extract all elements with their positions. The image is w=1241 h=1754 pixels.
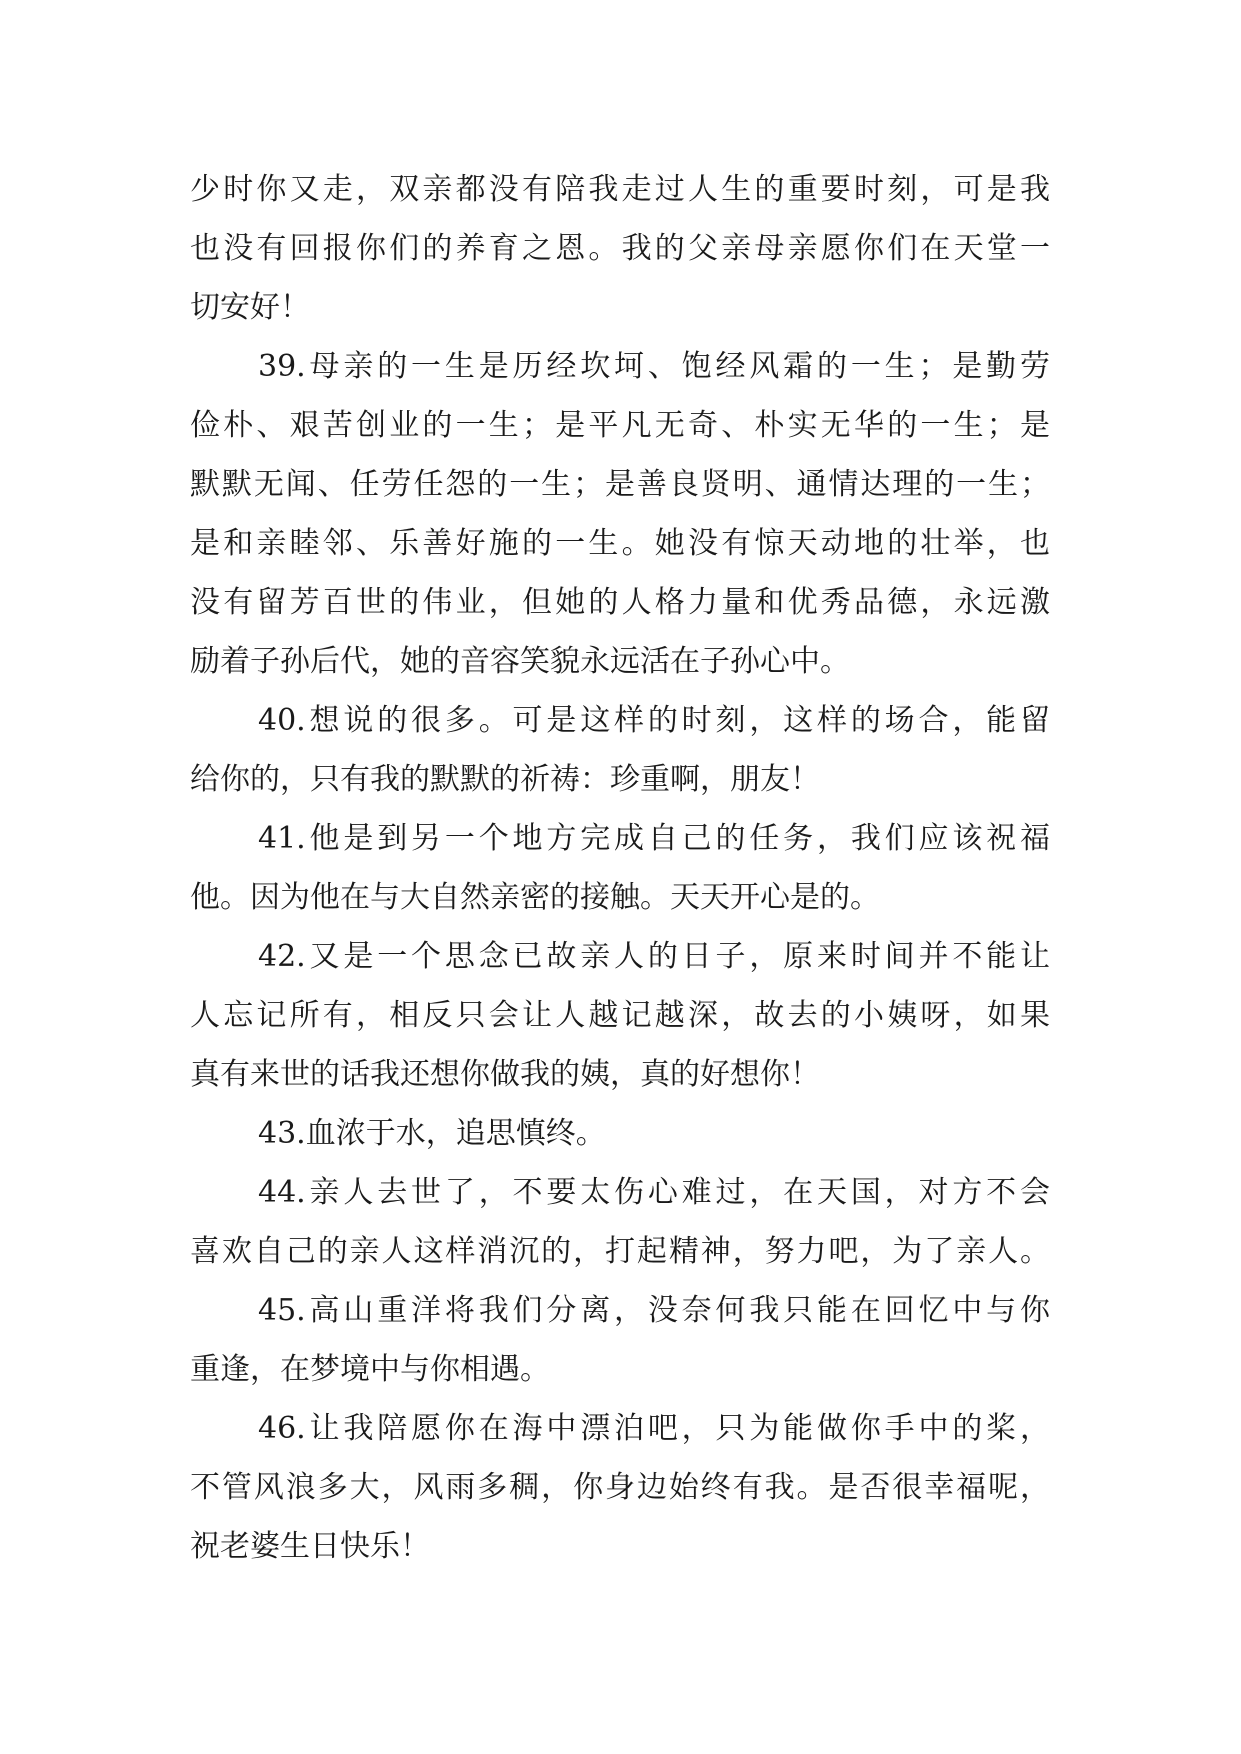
text-line: 46.让我陪愿你在海中漂泊吧，只为能做你手中的桨，	[258, 1411, 1050, 1446]
text-line: 默默无闻、任劳任怨的一生；是善良贤明、通情达理的一生；	[190, 467, 1050, 502]
text-line: 人忘记所有，相反只会让人越记越深，故去的小姨呀，如果	[190, 998, 1050, 1033]
document-page	[190, 160, 1050, 1576]
text-line: 不管风浪多大，风雨多稠，你身边始终有我。是否很幸福呢，	[190, 1470, 1050, 1505]
text-line: 45.高山重洋将我们分离，没奈何我只能在回忆中与你	[258, 1293, 1050, 1328]
text-line: 没有留芳百世的伟业，但她的人格力量和优秀品德，永远激	[190, 585, 1050, 620]
text-line: 44.亲人去世了，不要太伤心难过，在天国，对方不会	[258, 1175, 1050, 1210]
text-line: 祝老婆生日快乐！	[190, 1529, 430, 1564]
text-line: 给你的，只有我的默默的祈祷：珍重啊，朋友！	[190, 762, 820, 797]
text-line: 42.又是一个思念已故亲人的日子，原来时间并不能让	[258, 939, 1050, 974]
text-line: 39.母亲的一生是历经坎坷、饱经风霜的一生；是勤劳	[258, 349, 1050, 384]
text-line: 喜欢自己的亲人这样消沉的，打起精神，努力吧，为了亲人。	[190, 1234, 1050, 1269]
text-line: 他。因为他在与大自然亲密的接触。天天开心是的。	[190, 880, 880, 915]
text-line: 切安好！	[190, 290, 310, 325]
text-line: 俭朴、艰苦创业的一生；是平凡无奇、朴实无华的一生；是	[190, 408, 1050, 443]
text-line: 40.想说的很多。可是这样的时刻，这样的场合，能留	[258, 703, 1050, 738]
text-line: 43.血浓于水，追思慎终。	[258, 1116, 606, 1151]
text-line: 少时你又走，双亲都没有陪我走过人生的重要时刻，可是我	[190, 172, 1050, 207]
text-line: 是和亲睦邻、乐善好施的一生。她没有惊天动地的壮举，也	[190, 526, 1050, 561]
text-line: 励着子孙后代，她的音容笑貌永远活在子孙心中。	[190, 644, 850, 679]
text-line: 41.他是到另一个地方完成自己的任务，我们应该祝福	[258, 821, 1050, 856]
text-line: 真有来世的话我还想你做我的姨，真的好想你！	[190, 1057, 820, 1092]
text-line: 重逢，在梦境中与你相遇。	[190, 1352, 550, 1387]
text-line: 也没有回报你们的养育之恩。我的父亲母亲愿你们在天堂一	[190, 231, 1050, 266]
